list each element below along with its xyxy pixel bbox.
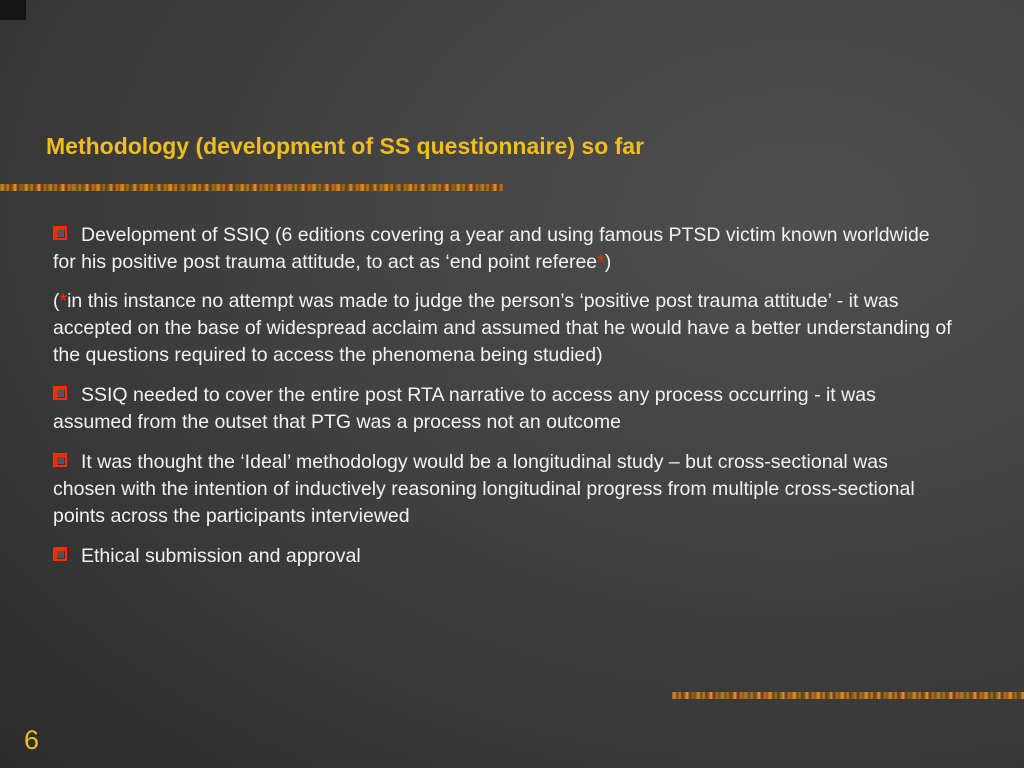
square-bullet-icon bbox=[53, 226, 67, 240]
bullet-text: It was thought the ‘Ideal’ methodology would be a longitudinal study – but cross-sectional was chosen with the intention of inductively reasoning longitudinal progress from multiple cross-sectional points across the participants interviewed bbox=[53, 451, 915, 527]
footnote-text: in this instance no attempt was made to judge the person’s ‘positive post trauma attitude’ - it was accepted on the base of widespread acclaim and assumed that he would have a better understanding of the questions required to access the phenomena being studied) bbox=[53, 290, 952, 366]
corner-mark bbox=[0, 0, 26, 20]
square-bullet-icon bbox=[53, 386, 67, 400]
bullet-item-ethics bbox=[53, 543, 953, 570]
slide-number: 6 bbox=[24, 725, 40, 755]
footer-divider-band bbox=[672, 692, 1024, 699]
square-bullet-icon bbox=[53, 547, 67, 561]
bullet-text: Development of SSIQ (6 editions covering a year and using famous PTSD victim known worldwide for his positive post trauma attitude, to act as ‘end point referee bbox=[53, 224, 930, 273]
slide-title: Methodology (development of SS questionnaire) so far bbox=[46, 133, 645, 159]
slide-body bbox=[53, 222, 953, 583]
square-bullet-icon bbox=[53, 453, 67, 467]
asterisk-marker: * bbox=[59, 290, 68, 312]
footnote-paragraph bbox=[53, 288, 953, 369]
bullet-text: SSIQ needed to cover the entire post RTA narrative to access any process occurring - it was assumed from the outset that PTG was a process not an outcome bbox=[53, 384, 876, 433]
bullet-item-ssiq-development bbox=[53, 222, 953, 276]
bullet-item-narrative-coverage bbox=[53, 382, 953, 436]
asterisk-marker: * bbox=[597, 251, 605, 273]
title-divider-band bbox=[0, 184, 503, 191]
bullet-suffix: ) bbox=[604, 251, 612, 273]
footnote-prefix: ( bbox=[53, 290, 60, 312]
bullet-text: Ethical submission and approval bbox=[81, 545, 361, 567]
bullet-item-methodology bbox=[53, 449, 953, 530]
